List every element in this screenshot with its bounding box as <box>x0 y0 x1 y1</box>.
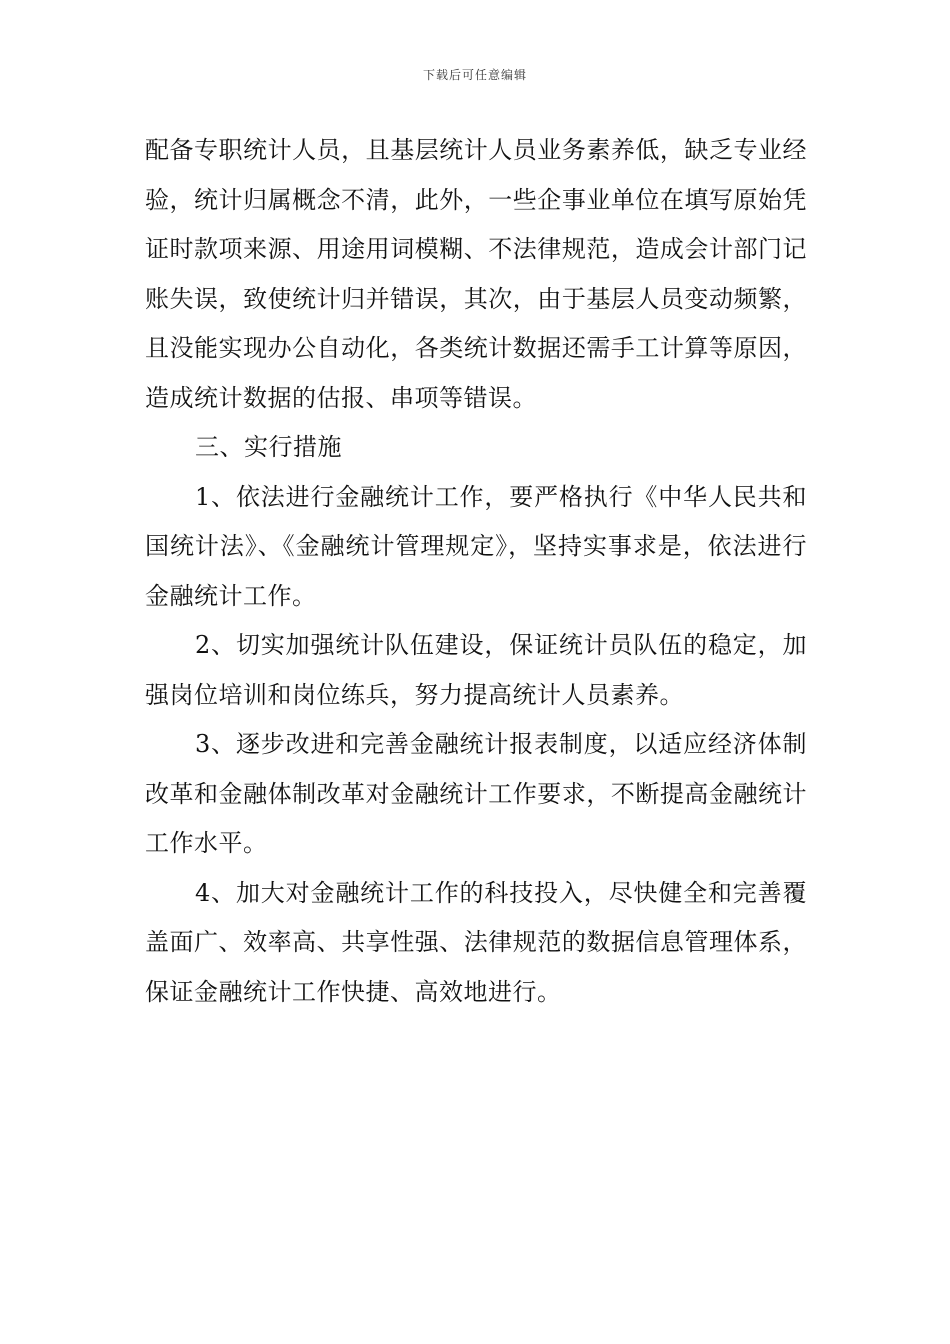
paragraph-continuation: 配备专职统计人员，且基层统计人员业务素养低，缺乏专业经验，统计归属概念不清，此外，一些企事业单位在填写原始凭证时款项来源、用途用词模糊、不法律规范，造成会计部门记账失误，致使统计归并错误，其次，由于基层人员变动频繁，且没能实现办公自动化，各类统计数据还需手工计算等原因，造成统计数据的估报、串项等错误。 <box>145 136 807 412</box>
document-body <box>145 126 807 1017</box>
measure-item-1: 1、依法进行金融统计工作，要严格执行《中华人民共和国统计法》、《金融统计管理规定》，坚持实事求是，依法进行金融统计工作。 <box>145 482 807 610</box>
measure-item-4: 4、加大对金融统计工作的科技投入，尽快健全和完善覆盖面广、效率高、共享性强、法律规范的数据信息管理体系，保证金融统计工作快捷、高效地进行。 <box>145 878 807 1006</box>
header-note: 下载后可任意编辑 <box>422 68 527 82</box>
section-heading: 三、实行措施 <box>195 433 342 461</box>
measure-item-2: 2、切实加强统计队伍建设，保证统计员队伍的稳定，加强岗位培训和岗位练兵，努力提高统计人员素养。 <box>145 631 807 709</box>
measure-item-3: 3、逐步改进和完善金融统计报表制度，以适应经济体制改革和金融体制改革对金融统计工作要求，不断提高金融统计工作水平。 <box>145 730 807 857</box>
